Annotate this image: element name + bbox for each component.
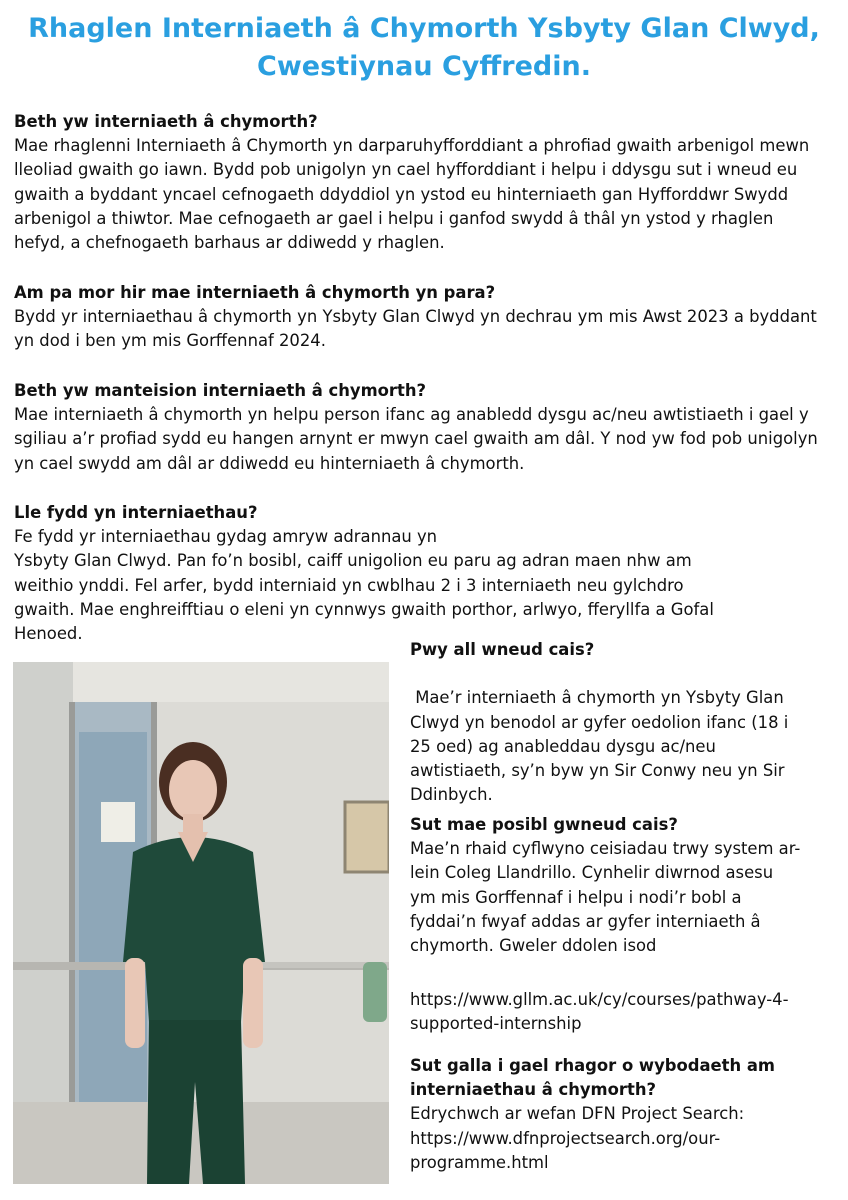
faq-where bbox=[14, 501, 734, 646]
link-line[interactable]: https://www.gllm.ac.uk/cy/courses/pathway-4- bbox=[410, 990, 789, 1009]
faq-who-can-apply bbox=[410, 638, 826, 807]
link-line[interactable]: supported-internship bbox=[410, 1014, 582, 1034]
answer-line: sgiliau a’r profiad sydd eu hangen arnynt er mwyn cael gwaith am dâl. Y nod yw fod pob unigolyn bbox=[14, 429, 818, 449]
faq-how-to-apply bbox=[410, 813, 826, 958]
faq-how-long bbox=[14, 281, 844, 354]
answer-line: lein Coleg Llandrillo. Cynhelir diwrnod asesu bbox=[410, 863, 774, 883]
answer-line: hefyd, a chefnogaeth barhaus ar ddiwedd y rhaglen. bbox=[14, 233, 445, 253]
faq-question: Lle fydd yn interniaethau? bbox=[14, 503, 258, 522]
faq-question: Beth yw interniaeth â chymorth? bbox=[14, 112, 318, 131]
answer-line: Edrychwch ar wefan DFN Project Search: bbox=[410, 1104, 745, 1124]
faq-answer bbox=[14, 525, 734, 646]
dfn-link-line[interactable]: programme.html bbox=[410, 1152, 549, 1172]
answer-line: Henoed. bbox=[14, 624, 83, 644]
faq-answer bbox=[14, 403, 844, 476]
faq-question: Sut galla i gael rhagor o wybodaeth am interniaethau â chymorth? bbox=[410, 1056, 776, 1100]
title-line-1: Rhaglen Interniaeth â Chymorth Ysbyty Glan Clwyd, bbox=[28, 13, 820, 44]
intern-photo bbox=[13, 662, 389, 1184]
faq-answer bbox=[410, 1102, 826, 1175]
faq-answer bbox=[14, 305, 844, 353]
faq-question: Am pa mor hir mae interniaeth â chymorth yn para? bbox=[14, 283, 496, 302]
answer-line: yn dod i ben ym mis Gorffennaf 2024. bbox=[14, 331, 326, 351]
faq-answer bbox=[14, 134, 844, 255]
answer-line: Mae’n rhaid cyflwyno ceisiadau trwy system ar- bbox=[410, 839, 801, 859]
answer-line: Mae’r interniaeth â chymorth yn Ysbyty Glan bbox=[410, 688, 784, 708]
faq-what-is bbox=[14, 110, 844, 255]
faq-question: Sut mae posibl gwneud cais? bbox=[410, 815, 678, 834]
answer-line: ym mis Gorffennaf i helpu i nodi’r bobl a bbox=[410, 887, 742, 907]
answer-line: Clwyd yn benodol ar gyfer oedolion ifanc (18 i bbox=[410, 712, 789, 732]
answer-line: Ysbyty Glan Clwyd. Pan fo’n bosibl, caiff unigolion eu paru ag adran maen nhw am bbox=[14, 551, 692, 571]
answer-line: awtistiaeth, sy’n byw yn Sir Conwy neu yn Sir bbox=[410, 761, 785, 781]
title-line-2: Cwestiynau Cyffredin. bbox=[257, 51, 591, 82]
answer-line: 25 oed) ag anableddau dysgu ac/neu bbox=[410, 736, 716, 756]
gllm-link-block bbox=[410, 988, 826, 1036]
answer-line: weithio ynddi. Fel arfer, bydd interniaid yn cwblhau 2 i 3 interniaeth neu gylchdro bbox=[14, 575, 684, 595]
answer-line: gwaith. Mae enghreifftiau o eleni yn cynnwys gwaith porthor, arlwyo, fferyllfa a Gofal bbox=[14, 599, 714, 619]
answer-line: chymorth. Gweler ddolen isod bbox=[410, 936, 657, 956]
answer-line: Ddinbych. bbox=[410, 785, 493, 805]
answer-line: Fe fydd yr interniaethau gydag amryw adrannau yn bbox=[14, 527, 438, 547]
faq-benefits bbox=[14, 379, 844, 476]
faq-question: Beth yw manteision interniaeth â chymorth? bbox=[14, 381, 427, 400]
dfn-link-line[interactable]: https://www.dfnprojectsearch.org/our- bbox=[410, 1128, 721, 1148]
answer-line: gwaith a byddant yncael cefnogaeth ddyddiol yn ystod eu hinterniaeth gan Hyfforddwr Swydd bbox=[14, 184, 789, 204]
faq-question: Pwy all wneud cais? bbox=[410, 640, 595, 659]
answer-line: Mae rhaglenni Interniaeth â Chymorth yn darparuhyfforddiant a phrofiad gwaith arbenigol mewn bbox=[14, 136, 810, 156]
answer-line: yn cael swydd am dâl ar ddiwedd eu hinterniaeth â chymorth. bbox=[14, 453, 525, 473]
faq-answer bbox=[410, 837, 826, 958]
faq-answer bbox=[410, 662, 826, 807]
answer-line: fyddai’n fwyaf addas ar gyfer interniaeth â bbox=[410, 911, 761, 931]
page-title bbox=[0, 10, 848, 86]
answer-line: Bydd yr interniaethau â chymorth yn Ysbyty Glan Clwyd yn dechrau ym mis Awst 2023 a byddant bbox=[14, 307, 817, 327]
answer-line: Mae interniaeth â chymorth yn helpu person ifanc ag anabledd dysgu ac/neu awtistiaeth i gael y bbox=[14, 405, 809, 425]
answer-line: arbenigol a thiwtor. Mae cefnogaeth ar gael i helpu i ganfod swydd â thâl yn ystod y rhaglen bbox=[14, 208, 774, 228]
faq-more-info bbox=[410, 1054, 826, 1175]
answer-line: lleoliad gwaith go iawn. Bydd pob unigolyn yn cael hyfforddiant i helpu i ddysgu sut i wneud eu bbox=[14, 160, 798, 180]
gllm-link[interactable] bbox=[410, 988, 826, 1036]
